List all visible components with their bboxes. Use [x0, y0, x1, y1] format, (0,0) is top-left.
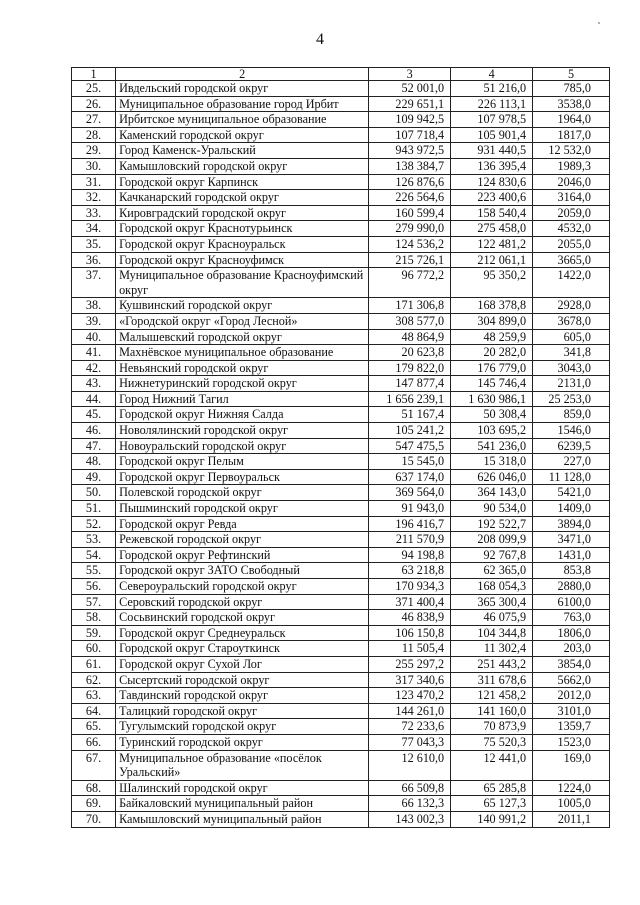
column-4-value-cell: 65 127,3 — [451, 796, 533, 812]
column-5-value-cell: 3101,0 — [533, 703, 610, 719]
municipality-name-cell: Город Нижний Тагил — [116, 391, 369, 407]
column-5-value-cell: 227,0 — [533, 454, 610, 470]
row-number-cell: 58. — [72, 610, 116, 626]
table-row — [72, 594, 610, 610]
row-number-cell: 56. — [72, 579, 116, 595]
column-3-value-cell: 144 261,0 — [369, 703, 451, 719]
municipality-name-cell: Тавдинский городской округ — [116, 688, 369, 704]
column-3-value-cell: 12 610,0 — [369, 750, 451, 780]
municipality-name-cell: Городской округ Рефтинский — [116, 547, 369, 563]
municipality-name-cell: Шалинский городской округ — [116, 780, 369, 796]
table-row — [72, 438, 610, 454]
column-4-value-cell: 46 075,9 — [451, 610, 533, 626]
header-col-4: 4 — [451, 68, 533, 81]
row-number-cell: 25. — [72, 81, 116, 97]
table-row — [72, 236, 610, 252]
municipality-name-cell: Камышловский муниципальный район — [116, 811, 369, 827]
column-3-value-cell: 279 990,0 — [369, 221, 451, 237]
municipality-name-cell: Малышевский городской округ — [116, 329, 369, 345]
row-number-cell: 38. — [72, 298, 116, 314]
row-number-cell: 55. — [72, 563, 116, 579]
column-4-value-cell: 103 695,2 — [451, 423, 533, 439]
row-number-cell: 32. — [72, 190, 116, 206]
row-number-cell: 60. — [72, 641, 116, 657]
table-row — [72, 625, 610, 641]
row-number-cell: 26. — [72, 96, 116, 112]
column-4-value-cell: 311 678,6 — [451, 672, 533, 688]
column-4-value-cell: 626 046,0 — [451, 469, 533, 485]
column-5-value-cell: 25 253,0 — [533, 391, 610, 407]
municipality-name-cell: Городской округ Красноуральск — [116, 236, 369, 252]
column-3-value-cell: 96 772,2 — [369, 268, 451, 298]
row-number-cell: 42. — [72, 360, 116, 376]
row-number-cell: 67. — [72, 750, 116, 780]
column-3-value-cell: 179 822,0 — [369, 360, 451, 376]
row-number-cell: 46. — [72, 423, 116, 439]
column-5-value-cell: 3854,0 — [533, 656, 610, 672]
municipality-name-cell: Муниципальное образование город Ирбит — [116, 96, 369, 112]
column-3-value-cell: 105 241,2 — [369, 423, 451, 439]
table-row — [72, 127, 610, 143]
row-number-cell: 66. — [72, 734, 116, 750]
column-5-value-cell: 2131,0 — [533, 376, 610, 392]
row-number-cell: 61. — [72, 656, 116, 672]
column-5-value-cell: 2928,0 — [533, 298, 610, 314]
column-3-value-cell: 170 934,3 — [369, 579, 451, 595]
column-3-value-cell: 106 150,8 — [369, 625, 451, 641]
table-row — [72, 579, 610, 595]
municipality-name-cell: Городской округ Краснотурьинск — [116, 221, 369, 237]
column-5-value-cell: 3894,0 — [533, 516, 610, 532]
column-4-value-cell: 226 113,1 — [451, 96, 533, 112]
column-3-value-cell: 371 400,4 — [369, 594, 451, 610]
municipality-name-cell: Пышминский городской округ — [116, 501, 369, 517]
header-col-1: 1 — [72, 68, 116, 81]
page-number: 4 — [316, 31, 324, 48]
column-5-value-cell: 2055,0 — [533, 236, 610, 252]
municipality-name-cell: Кушвинский городской округ — [116, 298, 369, 314]
municipality-name-cell: Кировградский городской округ — [116, 205, 369, 221]
row-number-cell: 50. — [72, 485, 116, 501]
column-5-value-cell: 1546,0 — [533, 423, 610, 439]
column-3-value-cell: 77 043,3 — [369, 734, 451, 750]
column-4-value-cell: 145 746,4 — [451, 376, 533, 392]
table-row — [72, 376, 610, 392]
column-5-value-cell: 341,8 — [533, 345, 610, 361]
table-row — [72, 656, 610, 672]
column-5-value-cell: 1005,0 — [533, 796, 610, 812]
column-4-value-cell: 176 779,0 — [451, 360, 533, 376]
column-3-value-cell: 52 001,0 — [369, 81, 451, 97]
column-5-value-cell: 3665,0 — [533, 252, 610, 268]
municipality-name-cell: Нижнетуринский городской округ — [116, 376, 369, 392]
municipality-name-cell: Новоуральский городской округ — [116, 438, 369, 454]
column-4-value-cell: 192 522,7 — [451, 516, 533, 532]
municipality-name-cell: Муниципальное образование Красноуфимский округ — [116, 268, 369, 298]
column-4-value-cell: 107 978,5 — [451, 112, 533, 128]
row-number-cell: 54. — [72, 547, 116, 563]
column-3-value-cell: 107 718,4 — [369, 127, 451, 143]
row-number-cell: 30. — [72, 158, 116, 174]
row-number-cell: 52. — [72, 516, 116, 532]
column-4-value-cell: 62 365,0 — [451, 563, 533, 579]
row-number-cell: 49. — [72, 469, 116, 485]
column-5-value-cell: 1806,0 — [533, 625, 610, 641]
column-4-value-cell: 136 395,4 — [451, 158, 533, 174]
header-col-3: 3 — [369, 68, 451, 81]
municipality-name-cell: Качканарский городской округ — [116, 190, 369, 206]
column-4-value-cell: 90 534,0 — [451, 501, 533, 517]
column-5-value-cell: 1224,0 — [533, 780, 610, 796]
municipality-name-cell: Городской округ Сухой Лог — [116, 656, 369, 672]
table-row — [72, 345, 610, 361]
column-3-value-cell: 1 656 239,1 — [369, 391, 451, 407]
column-5-value-cell: 3678,0 — [533, 313, 610, 329]
column-4-value-cell: 70 873,9 — [451, 719, 533, 735]
column-5-value-cell: 1964,0 — [533, 112, 610, 128]
column-4-value-cell: 364 143,0 — [451, 485, 533, 501]
table-header-row — [72, 68, 610, 81]
column-5-value-cell: 3164,0 — [533, 190, 610, 206]
column-4-value-cell: 51 216,0 — [451, 81, 533, 97]
column-3-value-cell: 94 198,8 — [369, 547, 451, 563]
table-row — [72, 610, 610, 626]
column-3-value-cell: 308 577,0 — [369, 313, 451, 329]
row-number-cell: 63. — [72, 688, 116, 704]
column-3-value-cell: 46 838,9 — [369, 610, 451, 626]
municipality-name-cell: Сосьвинский городской округ — [116, 610, 369, 626]
municipality-name-cell: Североуральский городской округ — [116, 579, 369, 595]
budget-table-container — [71, 67, 610, 828]
column-4-value-cell: 365 300,4 — [451, 594, 533, 610]
column-5-value-cell: 6239,5 — [533, 438, 610, 454]
column-4-value-cell: 141 160,0 — [451, 703, 533, 719]
municipality-name-cell: Городской округ Ревда — [116, 516, 369, 532]
table-row — [72, 547, 610, 563]
column-4-value-cell: 104 344,8 — [451, 625, 533, 641]
row-number-cell: 33. — [72, 205, 116, 221]
budget-table-body — [72, 68, 610, 828]
column-4-value-cell: 48 259,9 — [451, 329, 533, 345]
table-row — [72, 516, 610, 532]
table-row — [72, 719, 610, 735]
municipality-name-cell: Городской округ Староуткинск — [116, 641, 369, 657]
table-row — [72, 205, 610, 221]
table-row — [72, 703, 610, 719]
table-row — [72, 112, 610, 128]
column-3-value-cell: 317 340,6 — [369, 672, 451, 688]
table-row — [72, 734, 610, 750]
table-row — [72, 313, 610, 329]
column-5-value-cell: 2046,0 — [533, 174, 610, 190]
table-row — [72, 811, 610, 827]
column-5-value-cell: 1409,0 — [533, 501, 610, 517]
municipality-name-cell: Полевской городской округ — [116, 485, 369, 501]
municipality-name-cell: Талицкий городской округ — [116, 703, 369, 719]
table-row — [72, 158, 610, 174]
municipality-name-cell: Ирбитское муниципальное образование — [116, 112, 369, 128]
municipality-name-cell: Каменский городской округ — [116, 127, 369, 143]
column-5-value-cell: 2880,0 — [533, 579, 610, 595]
row-number-cell: 62. — [72, 672, 116, 688]
municipality-name-cell: Новолялинский городской округ — [116, 423, 369, 439]
column-5-value-cell: 6100,0 — [533, 594, 610, 610]
column-3-value-cell: 369 564,0 — [369, 485, 451, 501]
row-number-cell: 59. — [72, 625, 116, 641]
column-3-value-cell: 637 174,0 — [369, 469, 451, 485]
column-5-value-cell: 5421,0 — [533, 485, 610, 501]
column-3-value-cell: 211 570,9 — [369, 532, 451, 548]
table-row — [72, 298, 610, 314]
municipality-name-cell: Город Каменск-Уральский — [116, 143, 369, 159]
row-number-cell: 40. — [72, 329, 116, 345]
municipality-name-cell: Ивдельский городской округ — [116, 81, 369, 97]
municipality-name-cell: Махнёвское муниципальное образование — [116, 345, 369, 361]
row-number-cell: 64. — [72, 703, 116, 719]
column-5-value-cell: 1817,0 — [533, 127, 610, 143]
row-number-cell: 43. — [72, 376, 116, 392]
row-number-cell: 65. — [72, 719, 116, 735]
column-5-value-cell: 3471,0 — [533, 532, 610, 548]
column-4-value-cell: 122 481,2 — [451, 236, 533, 252]
column-3-value-cell: 66 132,3 — [369, 796, 451, 812]
table-row — [72, 174, 610, 190]
column-4-value-cell: 65 285,8 — [451, 780, 533, 796]
table-row — [72, 81, 610, 97]
column-3-value-cell: 11 505,4 — [369, 641, 451, 657]
column-3-value-cell: 15 545,0 — [369, 454, 451, 470]
table-row — [72, 780, 610, 796]
column-5-value-cell: 11 128,0 — [533, 469, 610, 485]
table-row — [72, 407, 610, 423]
column-5-value-cell: 2059,0 — [533, 205, 610, 221]
row-number-cell: 27. — [72, 112, 116, 128]
column-3-value-cell: 124 536,2 — [369, 236, 451, 252]
column-4-value-cell: 75 520,3 — [451, 734, 533, 750]
row-number-cell: 48. — [72, 454, 116, 470]
municipality-name-cell: Городской округ Среднеуральск — [116, 625, 369, 641]
column-4-value-cell: 15 318,0 — [451, 454, 533, 470]
row-number-cell: 70. — [72, 811, 116, 827]
column-4-value-cell: 95 350,2 — [451, 268, 533, 298]
column-5-value-cell: 853,8 — [533, 563, 610, 579]
row-number-cell: 47. — [72, 438, 116, 454]
municipality-name-cell: Сысертский городской округ — [116, 672, 369, 688]
table-row — [72, 143, 610, 159]
column-3-value-cell: 226 564,6 — [369, 190, 451, 206]
column-4-value-cell: 158 540,4 — [451, 205, 533, 221]
municipality-name-cell: Городской округ Нижняя Салда — [116, 407, 369, 423]
header-col-2: 2 — [116, 68, 369, 81]
column-4-value-cell: 223 400,6 — [451, 190, 533, 206]
column-4-value-cell: 275 458,0 — [451, 221, 533, 237]
column-4-value-cell: 121 458,2 — [451, 688, 533, 704]
table-row — [72, 641, 610, 657]
table-row — [72, 688, 610, 704]
table-row — [72, 423, 610, 439]
table-row — [72, 796, 610, 812]
municipality-name-cell: Туринский городской округ — [116, 734, 369, 750]
municipality-name-cell: Режевской городской округ — [116, 532, 369, 548]
column-3-value-cell: 171 306,8 — [369, 298, 451, 314]
budget-table — [71, 67, 610, 828]
row-number-cell: 35. — [72, 236, 116, 252]
table-row — [72, 190, 610, 206]
column-5-value-cell: 169,0 — [533, 750, 610, 780]
table-row — [72, 469, 610, 485]
column-4-value-cell: 105 901,4 — [451, 127, 533, 143]
row-number-cell: 44. — [72, 391, 116, 407]
column-5-value-cell: 1422,0 — [533, 268, 610, 298]
row-number-cell: 34. — [72, 221, 116, 237]
column-4-value-cell: 20 282,0 — [451, 345, 533, 361]
column-3-value-cell: 143 002,3 — [369, 811, 451, 827]
column-5-value-cell: 5662,0 — [533, 672, 610, 688]
column-4-value-cell: 931 440,5 — [451, 143, 533, 159]
column-4-value-cell: 50 308,4 — [451, 407, 533, 423]
column-4-value-cell: 168 054,3 — [451, 579, 533, 595]
table-row — [72, 268, 610, 298]
column-5-value-cell: 3043,0 — [533, 360, 610, 376]
column-4-value-cell: 12 441,0 — [451, 750, 533, 780]
column-3-value-cell: 48 864,9 — [369, 329, 451, 345]
row-number-cell: 28. — [72, 127, 116, 143]
column-3-value-cell: 547 475,5 — [369, 438, 451, 454]
column-3-value-cell: 160 599,4 — [369, 205, 451, 221]
table-row — [72, 454, 610, 470]
column-3-value-cell: 126 876,6 — [369, 174, 451, 190]
row-number-cell: 39. — [72, 313, 116, 329]
table-row — [72, 360, 610, 376]
column-5-value-cell: 4532,0 — [533, 221, 610, 237]
column-5-value-cell: 763,0 — [533, 610, 610, 626]
row-number-cell: 45. — [72, 407, 116, 423]
column-4-value-cell: 1 630 986,1 — [451, 391, 533, 407]
column-3-value-cell: 255 297,2 — [369, 656, 451, 672]
column-5-value-cell: 1989,3 — [533, 158, 610, 174]
table-row — [72, 532, 610, 548]
municipality-name-cell: Городской округ ЗАТО Свободный — [116, 563, 369, 579]
column-4-value-cell: 168 378,8 — [451, 298, 533, 314]
table-row — [72, 485, 610, 501]
column-5-value-cell: 3538,0 — [533, 96, 610, 112]
row-number-cell: 36. — [72, 252, 116, 268]
column-5-value-cell: 1431,0 — [533, 547, 610, 563]
column-5-value-cell: 859,0 — [533, 407, 610, 423]
column-5-value-cell: 2011,1 — [533, 811, 610, 827]
municipality-name-cell: Байкаловский муниципальный район — [116, 796, 369, 812]
column-3-value-cell: 196 416,7 — [369, 516, 451, 532]
municipality-name-cell: «Городской округ «Город Лесной» — [116, 313, 369, 329]
municipality-name-cell: Городской округ Красноуфимск — [116, 252, 369, 268]
row-number-cell: 68. — [72, 780, 116, 796]
column-4-value-cell: 11 302,4 — [451, 641, 533, 657]
table-row — [72, 563, 610, 579]
table-row — [72, 221, 610, 237]
column-5-value-cell: 1523,0 — [533, 734, 610, 750]
column-4-value-cell: 92 767,8 — [451, 547, 533, 563]
column-5-value-cell: 203,0 — [533, 641, 610, 657]
municipality-name-cell: Городской округ Пелым — [116, 454, 369, 470]
column-3-value-cell: 943 972,5 — [369, 143, 451, 159]
column-4-value-cell: 208 099,9 — [451, 532, 533, 548]
column-4-value-cell: 304 899,0 — [451, 313, 533, 329]
column-4-value-cell: 124 830,6 — [451, 174, 533, 190]
scan-speck — [598, 22, 600, 24]
table-row — [72, 96, 610, 112]
table-row — [72, 750, 610, 780]
municipality-name-cell: Тугулымский городской округ — [116, 719, 369, 735]
row-number-cell: 51. — [72, 501, 116, 517]
row-number-cell: 31. — [72, 174, 116, 190]
table-row — [72, 252, 610, 268]
column-3-value-cell: 138 384,7 — [369, 158, 451, 174]
municipality-name-cell: Городской округ Карпинск — [116, 174, 369, 190]
column-4-value-cell: 212 061,1 — [451, 252, 533, 268]
column-4-value-cell: 140 991,2 — [451, 811, 533, 827]
column-3-value-cell: 229 651,1 — [369, 96, 451, 112]
column-3-value-cell: 147 877,4 — [369, 376, 451, 392]
column-3-value-cell: 63 218,8 — [369, 563, 451, 579]
column-3-value-cell: 72 233,6 — [369, 719, 451, 735]
column-5-value-cell: 785,0 — [533, 81, 610, 97]
column-4-value-cell: 541 236,0 — [451, 438, 533, 454]
row-number-cell: 69. — [72, 796, 116, 812]
municipality-name-cell: Камышловский городской округ — [116, 158, 369, 174]
row-number-cell: 37. — [72, 268, 116, 298]
column-3-value-cell: 66 509,8 — [369, 780, 451, 796]
table-row — [72, 501, 610, 517]
column-3-value-cell: 51 167,4 — [369, 407, 451, 423]
column-3-value-cell: 109 942,5 — [369, 112, 451, 128]
column-3-value-cell: 215 726,1 — [369, 252, 451, 268]
column-4-value-cell: 251 443,2 — [451, 656, 533, 672]
column-5-value-cell: 2012,0 — [533, 688, 610, 704]
column-3-value-cell: 123 470,2 — [369, 688, 451, 704]
row-number-cell: 57. — [72, 594, 116, 610]
row-number-cell: 53. — [72, 532, 116, 548]
table-row — [72, 672, 610, 688]
table-row — [72, 391, 610, 407]
row-number-cell: 29. — [72, 143, 116, 159]
column-3-value-cell: 20 623,8 — [369, 345, 451, 361]
column-5-value-cell: 1359,7 — [533, 719, 610, 735]
column-5-value-cell: 605,0 — [533, 329, 610, 345]
municipality-name-cell: Муниципальное образование «посёлок Уральский» — [116, 750, 369, 780]
column-3-value-cell: 91 943,0 — [369, 501, 451, 517]
municipality-name-cell: Городской округ Первоуральск — [116, 469, 369, 485]
header-col-5: 5 — [533, 68, 610, 81]
column-5-value-cell: 12 532,0 — [533, 143, 610, 159]
municipality-name-cell: Невьянский городской округ — [116, 360, 369, 376]
municipality-name-cell: Серовский городской округ — [116, 594, 369, 610]
table-row — [72, 329, 610, 345]
row-number-cell: 41. — [72, 345, 116, 361]
